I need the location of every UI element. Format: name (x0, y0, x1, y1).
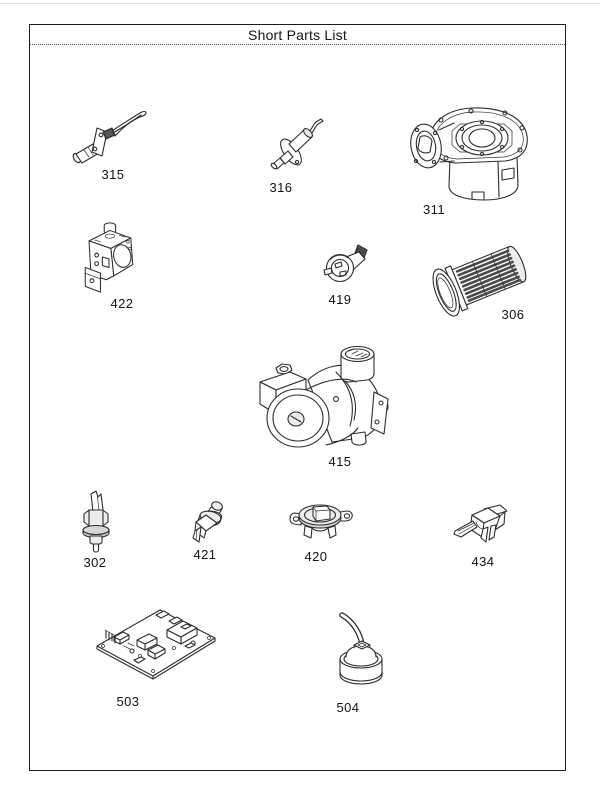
circulator-pump-drawing (248, 342, 393, 454)
part-316 (258, 114, 328, 176)
title-bar (30, 25, 565, 45)
part-number-label: 503 (116, 694, 140, 709)
part-311 (408, 100, 533, 202)
part-number-label: 311 (423, 202, 445, 217)
part-420 (288, 500, 354, 542)
part-number-label: 421 (193, 547, 217, 562)
part-number-label: 420 (304, 549, 328, 564)
part-315 (66, 103, 151, 168)
part-number-label: 434 (471, 554, 495, 569)
part-421 (186, 498, 228, 546)
pressure-sensor-drawing (320, 240, 372, 286)
part-434 (450, 502, 510, 550)
flame-electrode-drawing (258, 114, 328, 176)
blower-assembly-drawing (408, 100, 533, 202)
part-number-label: 504 (336, 700, 360, 715)
part-number-label: 316 (269, 180, 293, 195)
part-number-label: 415 (328, 454, 352, 469)
sensor-coil-drawing (330, 612, 392, 692)
retaining-clip-drawing (450, 502, 510, 550)
part-number-label: 306 (501, 307, 525, 322)
part-number-label: 315 (101, 167, 125, 182)
part-503 (90, 601, 220, 681)
ignition-electrode-drawing (66, 103, 151, 168)
control-board-drawing (90, 601, 220, 681)
part-number-label: 419 (328, 292, 352, 307)
part-number-label: 422 (110, 296, 134, 311)
part-504 (330, 612, 392, 692)
clip-sensor-drawing (186, 498, 228, 546)
temperature-sensor-drawing (77, 490, 115, 552)
part-419 (320, 240, 372, 286)
part-422 (76, 220, 141, 294)
part-415 (248, 342, 393, 454)
limit-thermostat-drawing (288, 500, 354, 542)
page-edge-line (0, 3, 600, 4)
gas-valve-drawing (76, 220, 141, 294)
part-302 (77, 490, 115, 552)
page-title: Short Parts List (248, 26, 347, 43)
part-number-label: 302 (83, 555, 107, 570)
